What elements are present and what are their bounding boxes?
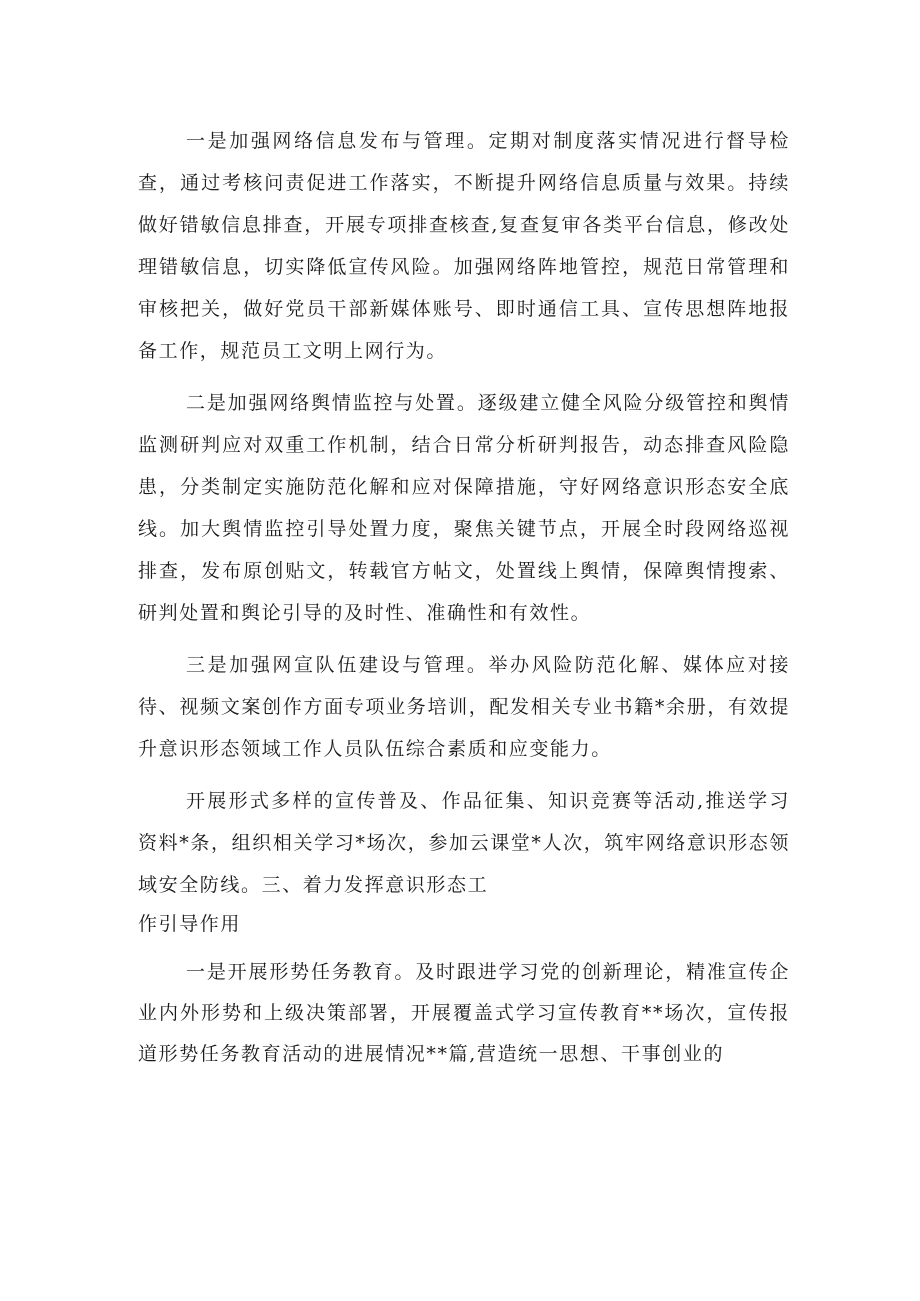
paragraph-publicity-activities: 开展形式多样的宣传普及、作品征集、知识竞赛等活动,推送学习资料*条，组织相关学习*场次，参加云课堂*人次，筑牢网络意识形态领域安全防线。三、着力发挥意识形态工 xyxy=(138,790,790,896)
paragraph-network-info-management: 一是加强网络信息发布与管理。定期对制度落实情况进行督导检查，通过考核问责促进工作落实，不断提升网络信息质量与效果。持续做好错敏信息排查，开展专项排查核查,复查复审各类平台信息，修改处理错敏信息，切实降低宣传风险。加强网络阵地管控，规范日常管理和审核把关，做好党员干部新媒体账号、即时通信工具、宣传思想阵地报备工作，规范员工文明上网行为。 xyxy=(138,130,790,362)
paragraph-situation-education: 一是开展形势任务教育。及时跟进学习党的创新理论，精准宣传企业内外形势和上级决策部署，开展覆盖式学习宣传教育**场次，宣传报道形势任务教育活动的进展情况**篇,营造统一思想、干事创业的 xyxy=(138,961,790,1065)
section-heading-fragment: 作引导作用 xyxy=(138,913,242,935)
paragraph-public-opinion-monitoring: 二是加强网络舆情监控与处置。逐级建立健全风险分级管控和舆情监测研判应对双重工作机制，结合日常分析研判报告，动态排查风险隐患，分类制定实施防范化解和应对保障措施，守好网络意识形态安全底线。加大舆情监控引导处置力度，聚焦关键节点，开展全时段网络巡视排查，发布原创贴文，转载官方帖文，处置线上舆情，保障舆情搜索、研判处置和舆论引导的及时性、准确性和有效性。 xyxy=(138,392,790,624)
document-body xyxy=(138,120,790,1085)
paragraph-team-building: 三是加强网宣队伍建设与管理。举办风险防范化解、媒体应对接待、视频文案创作方面专项业务培训，配发相关专业书籍*余册，有效提升意识形态领域工作人员队伍综合素质和应变能力。 xyxy=(138,654,790,760)
